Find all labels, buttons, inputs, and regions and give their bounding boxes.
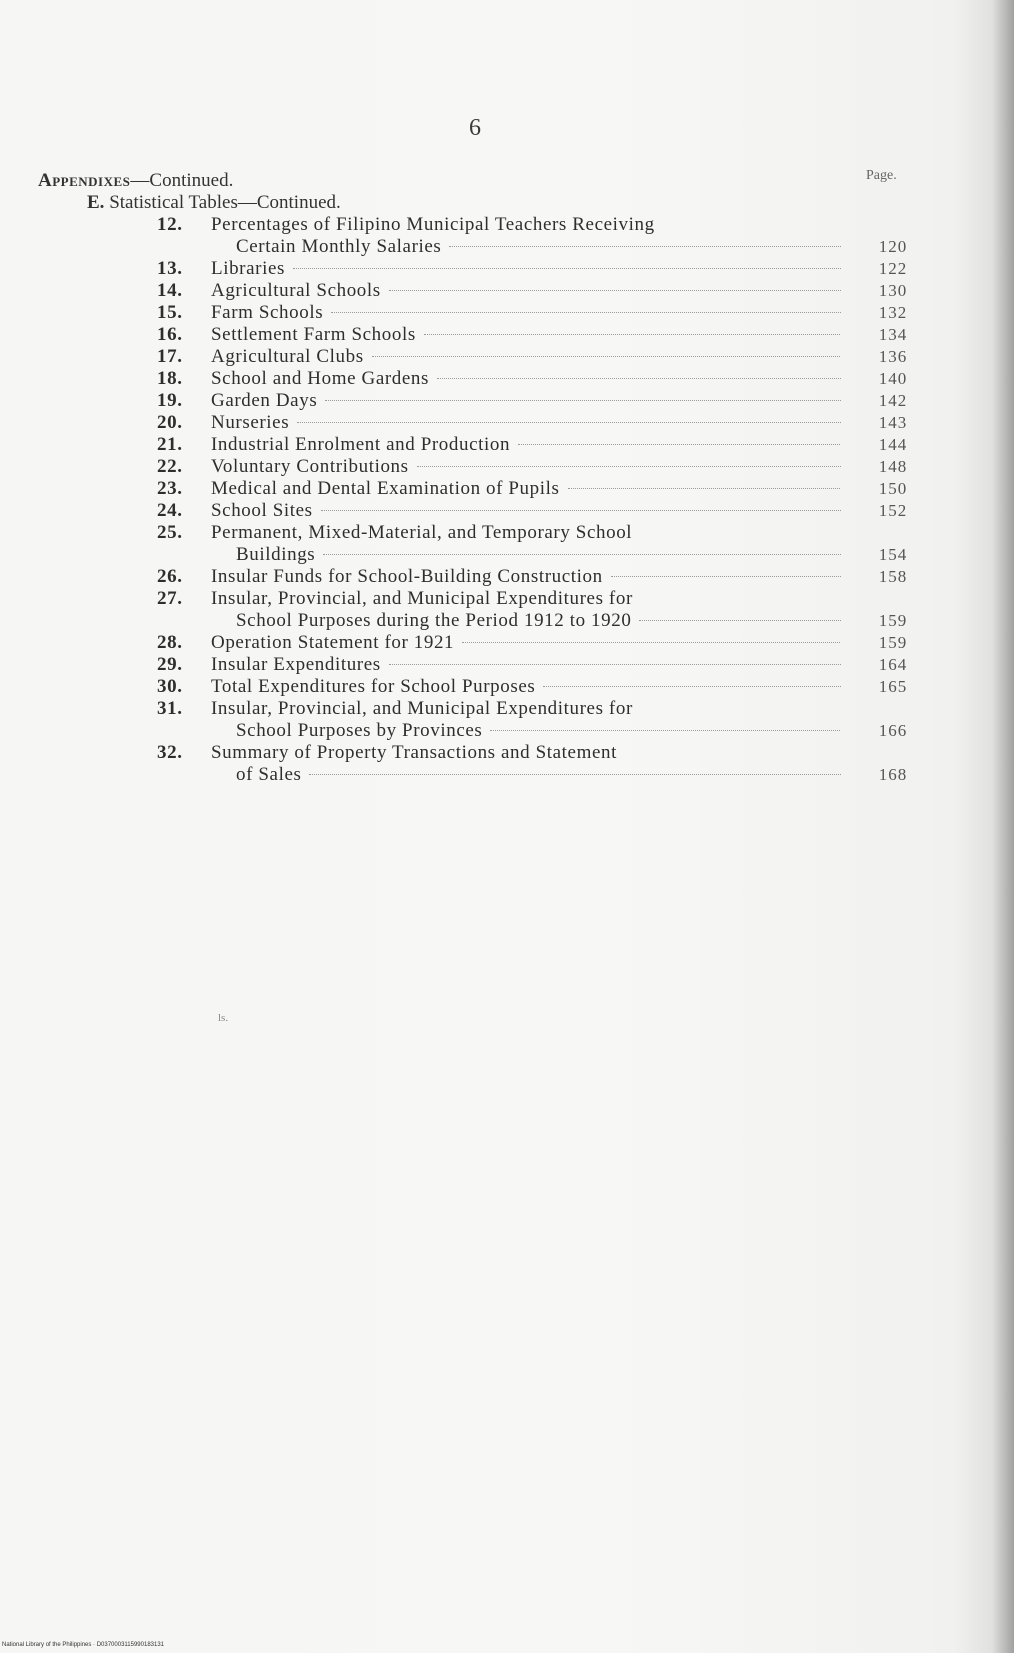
toc-entry-number: 28. [157, 632, 183, 653]
toc-entry-title [236, 764, 841, 786]
toc-entry-title [211, 478, 841, 500]
toc-entry-page: 154 [878, 545, 908, 564]
page-number: 6 [469, 115, 481, 141]
dot-leader [323, 554, 841, 555]
toc-entry-title-text: Percentages of Filipino Municipal Teachers Receiving [211, 214, 655, 235]
toc-entry-title [211, 346, 841, 368]
toc-entry-title [211, 522, 841, 544]
toc-entry-title-text: Voluntary Contributions [211, 456, 409, 477]
toc-entry-title [236, 544, 841, 566]
toc-entry-number: 32. [157, 742, 183, 763]
toc-entry-title-text: School Sites [211, 500, 313, 521]
toc-line [0, 280, 1014, 302]
dot-leader [325, 400, 841, 401]
toc-line [0, 588, 1014, 610]
toc-line [0, 456, 1014, 478]
stray-mark: ls. [218, 1012, 229, 1024]
dot-leader [462, 642, 841, 643]
toc-line [0, 412, 1014, 434]
section-letter: E. [87, 192, 105, 213]
toc-entry-page: 152 [878, 501, 908, 520]
toc-entry-title-text: Insular, Provincial, and Municipal Expenditures for [211, 698, 633, 719]
toc-entry-page: 142 [878, 391, 908, 410]
toc-entry-title [211, 258, 841, 280]
dot-leader [639, 620, 841, 621]
dot-leader [543, 686, 841, 687]
toc-entry-number: 24. [157, 500, 183, 521]
toc-entry-number: 27. [157, 588, 183, 609]
dot-leader [293, 268, 841, 269]
scan-footer: National Library of the Philippines · D0370003115990183131 [2, 1642, 165, 1648]
toc-entry-title-text: Agricultural Schools [211, 280, 381, 301]
toc-line [0, 522, 1014, 544]
toc-entry-title-text: School Purposes during the Period 1912 to 1920 [236, 610, 632, 631]
toc-line [0, 258, 1014, 280]
toc-entry-number: 20. [157, 412, 183, 433]
toc-entry-title [211, 566, 841, 588]
toc-entry-page: 148 [878, 457, 908, 476]
appendix-continued: —Continued. [130, 170, 234, 191]
toc-entry-title [211, 412, 841, 434]
toc-entry-number: 18. [157, 368, 183, 389]
toc-entry-number: 14. [157, 280, 183, 301]
toc-line [0, 302, 1014, 324]
toc-entry-page: 134 [878, 325, 908, 344]
toc-entry-number: 23. [157, 478, 183, 499]
toc-entry-title-text: School and Home Gardens [211, 368, 430, 389]
toc-entry-title-text: Permanent, Mixed-Material, and Temporary School [211, 522, 633, 543]
toc-entry-title [211, 676, 841, 698]
dot-leader [297, 422, 841, 423]
toc-entry-title [236, 610, 841, 632]
toc-line [0, 500, 1014, 522]
toc-entry-number: 12. [157, 214, 183, 235]
toc-entry-title-text: Settlement Farm Schools [211, 324, 416, 345]
appendix-heading [38, 170, 233, 192]
toc-entry-page: 168 [878, 765, 908, 784]
toc-entry-page: 165 [878, 677, 908, 696]
toc-entry-title [236, 720, 841, 742]
toc-entry-title [211, 368, 841, 390]
section-heading [87, 192, 341, 214]
toc-entry-number: 25. [157, 522, 183, 543]
toc-entry-title [211, 632, 841, 654]
toc-entry-title-text: Industrial Enrolment and Production [211, 434, 511, 455]
toc-entry-title [211, 654, 841, 676]
toc-entry-page: 132 [878, 303, 908, 322]
appendix-label: Appendixes [38, 170, 131, 191]
toc-entry-title-text: Libraries [211, 258, 285, 279]
toc-entry-page: 164 [878, 655, 908, 674]
toc-line [0, 610, 1014, 632]
dot-leader [490, 730, 841, 731]
toc-entry-number: 22. [157, 456, 183, 477]
toc-entry-number: 15. [157, 302, 183, 323]
dot-leader [389, 664, 841, 665]
toc-entry-number: 29. [157, 654, 183, 675]
toc-entry-title-text: Insular Funds for School-Building Construction [211, 566, 603, 587]
toc-entry-title [236, 236, 841, 258]
dot-leader [321, 510, 841, 511]
toc-entry-number: 17. [157, 346, 183, 367]
toc-entry-title [211, 434, 841, 456]
toc-line [0, 390, 1014, 412]
toc-entry-page: 120 [878, 237, 908, 256]
toc-entry-title [211, 390, 841, 412]
toc-line [0, 478, 1014, 500]
dot-leader [611, 576, 841, 577]
toc-entry-title-text: Total Expenditures for School Purposes [211, 676, 536, 697]
toc-entry-title-text: Agricultural Clubs [211, 346, 364, 367]
toc-line [0, 566, 1014, 588]
toc-entry-title-text: Operation Statement for 1921 [211, 632, 455, 653]
toc-entry-title [211, 324, 841, 346]
dot-leader [568, 488, 841, 489]
dot-leader [518, 444, 841, 445]
table-of-contents [0, 214, 1014, 786]
toc-entry-title-text: Insular, Provincial, and Municipal Expenditures for [211, 588, 633, 609]
toc-line [0, 236, 1014, 258]
toc-entry-title-text: Medical and Dental Examination of Pupils [211, 478, 560, 499]
dot-leader [331, 312, 841, 313]
toc-entry-number: 13. [157, 258, 183, 279]
toc-entry-page: 122 [878, 259, 908, 278]
toc-entry-number: 31. [157, 698, 183, 719]
toc-entry-title-text: School Purposes by Provinces [236, 720, 483, 741]
dot-leader [449, 246, 841, 247]
toc-entry-title-text: Insular Expenditures [211, 654, 381, 675]
toc-line [0, 544, 1014, 566]
toc-entry-number: 21. [157, 434, 183, 455]
toc-line [0, 720, 1014, 742]
toc-entry-page: 143 [878, 413, 908, 432]
toc-entry-page: 144 [878, 435, 908, 454]
dot-leader [372, 356, 841, 357]
toc-entry-title-text: Nurseries [211, 412, 290, 433]
toc-entry-title [211, 214, 841, 236]
toc-entry-number: 30. [157, 676, 183, 697]
dot-leader [424, 334, 841, 335]
toc-entry-title [211, 588, 841, 610]
toc-entry-title-text: Buildings [236, 544, 316, 565]
toc-line [0, 346, 1014, 368]
toc-line [0, 324, 1014, 346]
toc-line [0, 764, 1014, 786]
toc-entry-page: 150 [878, 479, 908, 498]
toc-entry-title-text: Garden Days [211, 390, 318, 411]
toc-line [0, 698, 1014, 720]
dot-leader [417, 466, 841, 467]
toc-entry-title [211, 742, 841, 764]
toc-entry-page: 130 [878, 281, 908, 300]
toc-entry-title [211, 280, 841, 302]
dot-leader [437, 378, 841, 379]
page-column-label: Page. [866, 168, 897, 183]
toc-entry-number: 26. [157, 566, 183, 587]
toc-entry-title-text: of Sales [236, 764, 302, 785]
toc-entry-number: 16. [157, 324, 183, 345]
section-title: Statistical Tables—Continued. [109, 192, 341, 213]
toc-line [0, 742, 1014, 764]
toc-entry-title-text: Certain Monthly Salaries [236, 236, 442, 257]
toc-entry-title [211, 456, 841, 478]
dot-leader [389, 290, 841, 291]
toc-entry-title [211, 500, 841, 522]
toc-entry-page: 140 [878, 369, 908, 388]
toc-entry-title [211, 698, 841, 720]
toc-line [0, 368, 1014, 390]
toc-entry-title-text: Farm Schools [211, 302, 324, 323]
toc-entry-page: 158 [878, 567, 908, 586]
toc-line [0, 434, 1014, 456]
toc-entry-title [211, 302, 841, 324]
toc-entry-page: 159 [878, 633, 908, 652]
dot-leader [309, 774, 841, 775]
toc-line [0, 676, 1014, 698]
toc-entry-page: 136 [878, 347, 908, 366]
toc-entry-title-text: Summary of Property Transactions and Statement [211, 742, 617, 763]
toc-line [0, 654, 1014, 676]
toc-entry-number: 19. [157, 390, 183, 411]
toc-line [0, 632, 1014, 654]
toc-line [0, 214, 1014, 236]
toc-entry-page: 159 [878, 611, 908, 630]
toc-entry-page: 166 [878, 721, 908, 740]
